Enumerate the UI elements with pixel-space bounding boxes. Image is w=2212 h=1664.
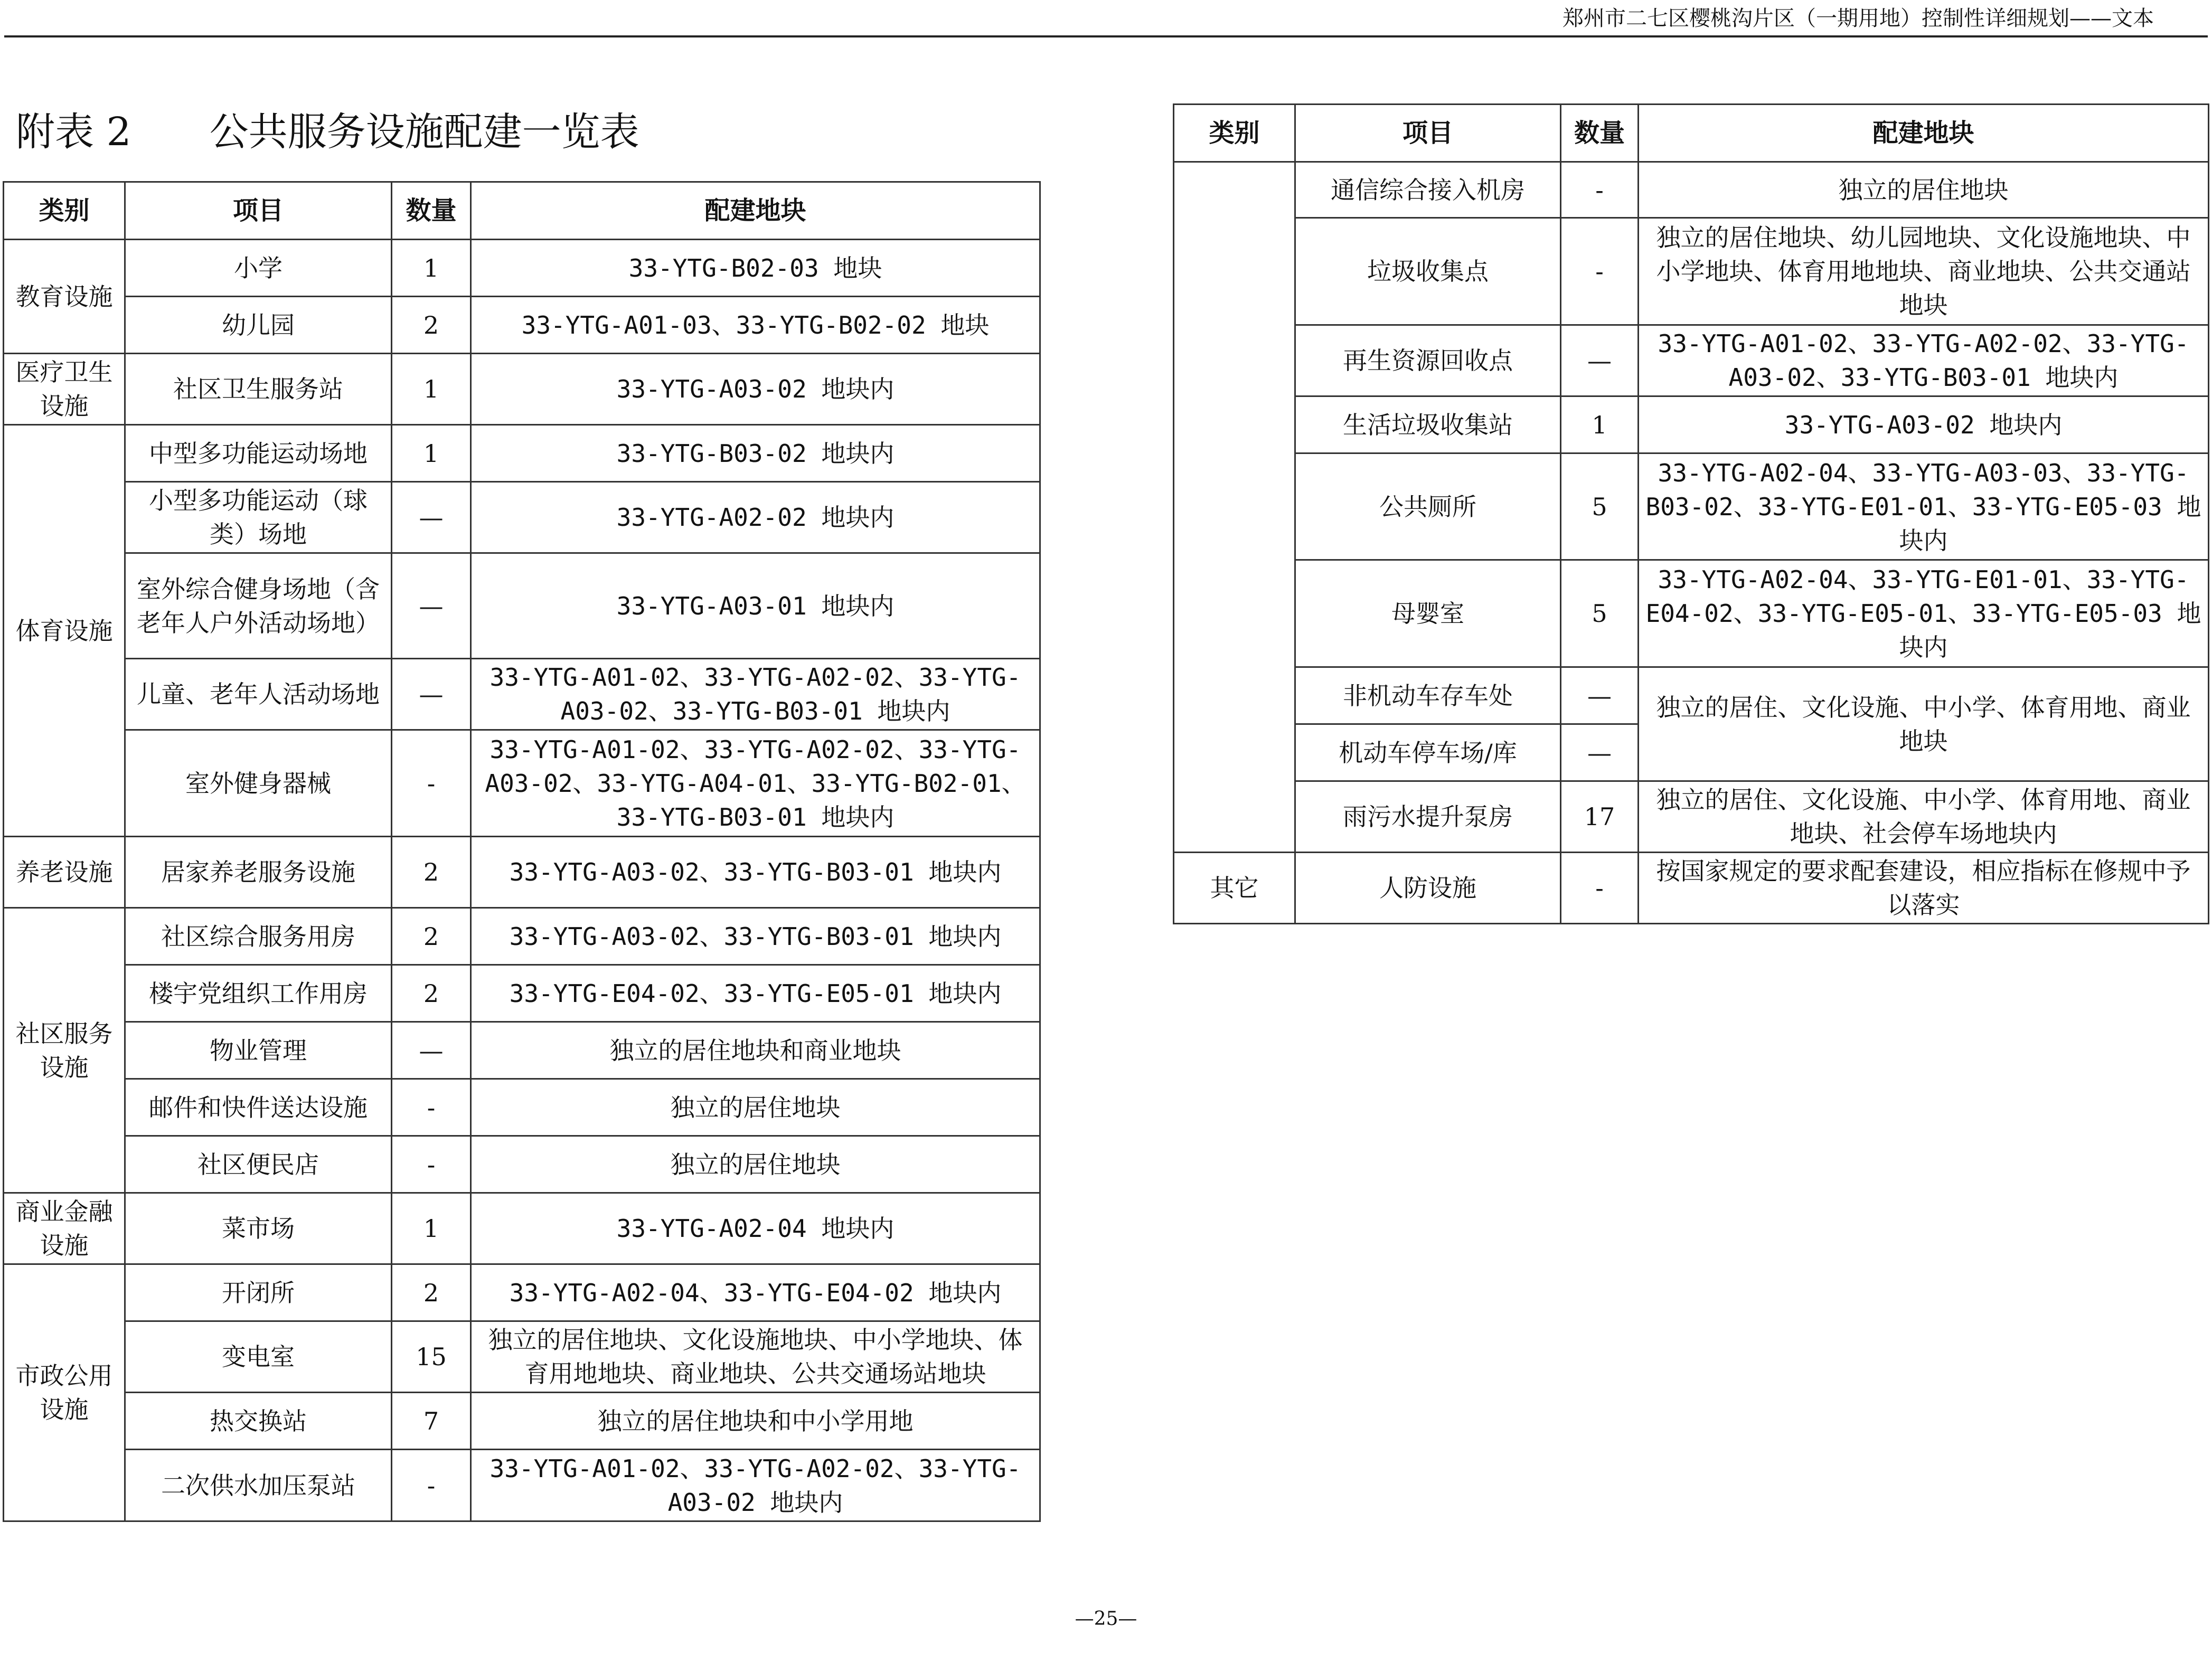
table-row <box>1174 781 2209 853</box>
item-cell: 再生资源回收点 <box>1295 325 1561 396</box>
quantity-cell: 15 <box>392 1321 471 1393</box>
item-cell: 幼儿园 <box>125 297 392 354</box>
item-cell: 非机动车存车处 <box>1295 667 1561 724</box>
quantity-cell: — <box>392 1022 471 1079</box>
location-cell: 独立的居住地块和中小学用地 <box>471 1393 1040 1450</box>
category-cell: 养老设施 <box>4 837 125 908</box>
quantity-cell: 1 <box>392 1193 471 1264</box>
table-row <box>4 1450 1040 1521</box>
table-row <box>4 1193 1040 1264</box>
table-row <box>4 553 1040 659</box>
location-cell: 33-YTG-A01-03、33-YTG-B02-02 地块 <box>471 297 1040 354</box>
location-cell: 33-YTG-A03-02、33-YTG-B03-01 地块内 <box>471 908 1040 965</box>
table-row <box>4 1022 1040 1079</box>
quantity-cell: 2 <box>392 837 471 908</box>
quantity-cell: 1 <box>392 354 471 425</box>
quantity-cell: 7 <box>392 1393 471 1450</box>
item-cell: 楼宇党组织工作用房 <box>125 965 392 1022</box>
page-number: —25— <box>1075 1608 1137 1630</box>
table-row <box>4 1136 1040 1193</box>
item-cell: 菜市场 <box>125 1193 392 1264</box>
quantity-cell: - <box>392 1079 471 1136</box>
table-row <box>4 659 1040 730</box>
location-cell: 33-YTG-A02-04 地块内 <box>471 1193 1040 1264</box>
col-header-category: 类别 <box>1174 105 1295 162</box>
location-cell: 按国家规定的要求配套建设，相应指标在修规中予以落实 <box>1639 853 2209 924</box>
col-header-item: 项目 <box>125 182 392 240</box>
item-cell: 生活垃圾收集站 <box>1295 396 1561 453</box>
item-cell: 室外健身器械 <box>125 730 392 837</box>
quantity-cell: 2 <box>392 297 471 354</box>
col-header-quantity: 数量 <box>1561 105 1639 162</box>
item-cell: 邮件和快件送达设施 <box>125 1079 392 1136</box>
quantity-cell: 1 <box>392 240 471 297</box>
table-row <box>1174 853 2209 924</box>
item-cell: 儿童、老年人活动场地 <box>125 659 392 730</box>
item-cell: 开闭所 <box>125 1264 392 1321</box>
category-cell: 商业金融设施 <box>4 1193 125 1264</box>
table-title: 附表 2 公共服务设施配建一览表 <box>16 109 639 155</box>
quantity-cell: 17 <box>1561 781 1639 853</box>
category-cell: 教育设施 <box>4 240 125 354</box>
item-cell: 垃圾收集点 <box>1295 218 1561 325</box>
quantity-cell: - <box>1561 218 1639 325</box>
col-header-quantity: 数量 <box>392 182 471 240</box>
quantity-cell: - <box>392 730 471 837</box>
table-row <box>4 482 1040 553</box>
location-cell: 33-YTG-A01-02、33-YTG-A02-02、33-YTG-A03-02、33-YTG-B03-01 地块内 <box>1639 325 2209 396</box>
quantity-cell: 1 <box>1561 396 1639 453</box>
location-cell: 33-YTG-E04-02、33-YTG-E05-01 地块内 <box>471 965 1040 1022</box>
table-row <box>4 908 1040 965</box>
item-cell: 雨污水提升泵房 <box>1295 781 1561 853</box>
table-row <box>1174 396 2209 453</box>
category-cell: 市政公用设施 <box>4 1264 125 1521</box>
item-cell: 热交换站 <box>125 1393 392 1450</box>
item-cell: 社区卫生服务站 <box>125 354 392 425</box>
category-cell: 医疗卫生设施 <box>4 354 125 425</box>
quantity-cell: - <box>1561 162 1639 218</box>
table-header-row <box>1174 105 2209 162</box>
location-cell: 33-YTG-B03-02 地块内 <box>471 425 1040 482</box>
location-cell: 33-YTG-A03-01 地块内 <box>471 553 1040 659</box>
item-cell: 居家养老服务设施 <box>125 837 392 908</box>
table-row <box>4 965 1040 1022</box>
col-header-location: 配建地块 <box>1639 105 2209 162</box>
category-cell: 社区服务设施 <box>4 908 125 1193</box>
quantity-cell: 2 <box>392 1264 471 1321</box>
table-row <box>1174 453 2209 560</box>
location-cell: 独立的居住地块和商业地块 <box>471 1022 1040 1079</box>
table-row <box>1174 162 2209 218</box>
table-row <box>4 1264 1040 1321</box>
item-cell: 中型多功能运动场地 <box>125 425 392 482</box>
table-row <box>4 425 1040 482</box>
table-row <box>4 1393 1040 1450</box>
table-header-row <box>4 182 1040 240</box>
item-cell: 室外综合健身场地（含老年人户外活动场地） <box>125 553 392 659</box>
table-row <box>1174 325 2209 396</box>
col-header-category: 类别 <box>4 182 125 240</box>
item-cell: 母婴室 <box>1295 560 1561 667</box>
location-cell: 33-YTG-A01-02、33-YTG-A02-02、33-YTG-A03-02、33-YTG-A04-01、33-YTG-B02-01、33-YTG-B03-01 地块内 <box>471 730 1040 837</box>
quantity-cell: 5 <box>1561 453 1639 560</box>
item-cell: 变电室 <box>125 1321 392 1393</box>
quantity-cell: 2 <box>392 965 471 1022</box>
table-row <box>4 297 1040 354</box>
table-row <box>4 240 1040 297</box>
location-cell: 独立的居住地块 <box>471 1136 1040 1193</box>
location-cell: 独立的居住地块、幼儿园地块、文化设施地块、中小学地块、体育用地地块、商业地块、公共交通站地块 <box>1639 218 2209 325</box>
category-cell: 其它 <box>1174 853 1295 924</box>
item-cell: 人防设施 <box>1295 853 1561 924</box>
quantity-cell: — <box>392 482 471 553</box>
item-cell: 小学 <box>125 240 392 297</box>
item-cell: 小型多功能运动（球类）场地 <box>125 482 392 553</box>
quantity-cell: - <box>392 1450 471 1521</box>
location-cell: 33-YTG-A03-02、33-YTG-B03-01 地块内 <box>471 837 1040 908</box>
table-row <box>4 730 1040 837</box>
quantity-cell: — <box>1561 667 1639 724</box>
table-row <box>4 1321 1040 1393</box>
table-row <box>4 1079 1040 1136</box>
quantity-cell: — <box>1561 325 1639 396</box>
facilities-table-left <box>3 181 1041 1522</box>
item-cell: 社区综合服务用房 <box>125 908 392 965</box>
location-cell: 33-YTG-A03-02 地块内 <box>1639 396 2209 453</box>
location-cell: 独立的居住地块 <box>471 1079 1040 1136</box>
document-header: 郑州市二七区樱桃沟片区（一期用地）控制性详细规划——文本 <box>1562 6 2154 31</box>
location-cell: 33-YTG-A01-02、33-YTG-A02-02、33-YTG-A03-02、33-YTG-B03-01 地块内 <box>471 659 1040 730</box>
location-cell: 33-YTG-B02-03 地块 <box>471 240 1040 297</box>
location-cell: 33-YTG-A02-04、33-YTG-E01-01、33-YTG-E04-02、33-YTG-E05-01、33-YTG-E05-03 地块内 <box>1639 560 2209 667</box>
location-cell: 独立的居住、文化设施、中小学、体育用地、商业地块 <box>1639 667 2209 781</box>
table-row <box>1174 667 2209 724</box>
quantity-cell: — <box>392 553 471 659</box>
quantity-cell: 1 <box>392 425 471 482</box>
location-cell: 33-YTG-A02-02 地块内 <box>471 482 1040 553</box>
category-cell <box>1174 162 1295 853</box>
item-cell: 公共厕所 <box>1295 453 1561 560</box>
quantity-cell: — <box>1561 724 1639 781</box>
location-cell: 独立的居住地块、文化设施地块、中小学地块、体育用地地块、商业地块、公共交通场站地块 <box>471 1321 1040 1393</box>
item-cell: 社区便民店 <box>125 1136 392 1193</box>
item-cell: 物业管理 <box>125 1022 392 1079</box>
quantity-cell: — <box>392 659 471 730</box>
col-header-item: 项目 <box>1295 105 1561 162</box>
table-row <box>1174 218 2209 325</box>
location-cell: 独立的居住地块 <box>1639 162 2209 218</box>
item-cell: 机动车停车场/库 <box>1295 724 1561 781</box>
table-row <box>1174 560 2209 667</box>
facilities-table-right <box>1173 103 2209 924</box>
table-row <box>4 837 1040 908</box>
col-header-location: 配建地块 <box>471 182 1040 240</box>
quantity-cell: - <box>1561 853 1639 924</box>
location-cell: 33-YTG-A03-02 地块内 <box>471 354 1040 425</box>
item-cell: 二次供水加压泵站 <box>125 1450 392 1521</box>
quantity-cell: 2 <box>392 908 471 965</box>
category-cell: 体育设施 <box>4 425 125 837</box>
header-rule <box>4 35 2208 37</box>
table-row <box>4 354 1040 425</box>
quantity-cell: - <box>392 1136 471 1193</box>
item-cell: 通信综合接入机房 <box>1295 162 1561 218</box>
location-cell: 独立的居住、文化设施、中小学、体育用地、商业地块、社会停车场地块内 <box>1639 781 2209 853</box>
quantity-cell: 5 <box>1561 560 1639 667</box>
location-cell: 33-YTG-A01-02、33-YTG-A02-02、33-YTG-A03-02 地块内 <box>471 1450 1040 1521</box>
location-cell: 33-YTG-A02-04、33-YTG-E04-02 地块内 <box>471 1264 1040 1321</box>
location-cell: 33-YTG-A02-04、33-YTG-A03-03、33-YTG-B03-02、33-YTG-E01-01、33-YTG-E05-03 地块内 <box>1639 453 2209 560</box>
